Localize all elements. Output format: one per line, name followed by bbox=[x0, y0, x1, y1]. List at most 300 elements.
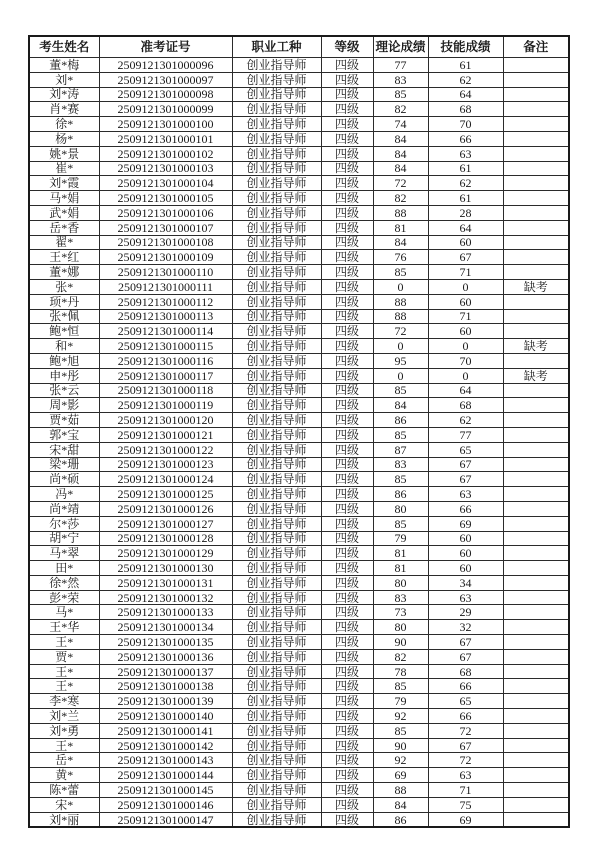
table-cell: 创业指导师 bbox=[232, 294, 321, 309]
table-cell bbox=[503, 413, 569, 428]
table-cell bbox=[503, 635, 569, 650]
table-cell: 79 bbox=[373, 531, 428, 546]
table-cell: 创业指导师 bbox=[232, 58, 321, 73]
table-cell: 85 bbox=[373, 679, 428, 694]
table-row bbox=[29, 324, 569, 339]
table-row bbox=[29, 561, 569, 576]
table-cell: 2509121301000121 bbox=[99, 427, 232, 442]
table-cell: 创业指导师 bbox=[232, 161, 321, 176]
table-cell: 四级 bbox=[321, 265, 373, 280]
table-cell: 四级 bbox=[321, 176, 373, 191]
table-cell: 四级 bbox=[321, 546, 373, 561]
table-cell: 71 bbox=[428, 783, 503, 798]
table-cell: 84 bbox=[373, 235, 428, 250]
table-cell bbox=[503, 487, 569, 502]
table-cell: 董*梅 bbox=[29, 58, 99, 73]
table-row bbox=[29, 398, 569, 413]
table-cell: 四级 bbox=[321, 709, 373, 724]
table-cell: 2509121301000136 bbox=[99, 649, 232, 664]
table-row bbox=[29, 176, 569, 191]
table-cell: 2509121301000108 bbox=[99, 235, 232, 250]
table-cell: 2509121301000104 bbox=[99, 176, 232, 191]
table-cell: 2509121301000112 bbox=[99, 294, 232, 309]
table-cell: 四级 bbox=[321, 561, 373, 576]
table-row bbox=[29, 501, 569, 516]
table-cell: 68 bbox=[428, 398, 503, 413]
table-cell: 创业指导师 bbox=[232, 72, 321, 87]
table-cell bbox=[503, 768, 569, 783]
table-cell: 四级 bbox=[321, 309, 373, 324]
table-cell bbox=[503, 783, 569, 798]
table-cell bbox=[503, 161, 569, 176]
table-cell: 68 bbox=[428, 102, 503, 117]
table-cell: 60 bbox=[428, 531, 503, 546]
table-cell: 创业指导师 bbox=[232, 250, 321, 265]
table-row bbox=[29, 250, 569, 265]
table-cell: 69 bbox=[428, 812, 503, 827]
table-row bbox=[29, 339, 569, 354]
table-cell: 四级 bbox=[321, 368, 373, 383]
table-cell: 缺考 bbox=[503, 339, 569, 354]
table-row bbox=[29, 191, 569, 206]
table-cell: 2509121301000141 bbox=[99, 723, 232, 738]
table-cell: 88 bbox=[373, 294, 428, 309]
table-cell: 四级 bbox=[321, 294, 373, 309]
table-cell: 张* bbox=[29, 279, 99, 294]
table-cell: 84 bbox=[373, 398, 428, 413]
table-cell: 创业指导师 bbox=[232, 309, 321, 324]
table-cell: 创业指导师 bbox=[232, 575, 321, 590]
table-cell: 创业指导师 bbox=[232, 605, 321, 620]
table-cell bbox=[503, 531, 569, 546]
table-cell: 冯* bbox=[29, 487, 99, 502]
table-cell: 创业指导师 bbox=[232, 220, 321, 235]
table-cell: 杨* bbox=[29, 131, 99, 146]
table-cell: 63 bbox=[428, 590, 503, 605]
table-cell: 0 bbox=[428, 368, 503, 383]
table-cell bbox=[503, 679, 569, 694]
table-cell bbox=[503, 694, 569, 709]
table-cell: 2509121301000098 bbox=[99, 87, 232, 102]
table-row bbox=[29, 279, 569, 294]
table-cell: 2509121301000128 bbox=[99, 531, 232, 546]
table-cell: 四级 bbox=[321, 487, 373, 502]
table-cell: 66 bbox=[428, 679, 503, 694]
table-cell: 68 bbox=[428, 664, 503, 679]
table-cell: 马* bbox=[29, 605, 99, 620]
table-cell bbox=[503, 472, 569, 487]
table-row bbox=[29, 117, 569, 132]
table-cell: 64 bbox=[428, 220, 503, 235]
table-cell: 肖*赛 bbox=[29, 102, 99, 117]
table-cell: 贾* bbox=[29, 649, 99, 664]
table-cell: 四级 bbox=[321, 413, 373, 428]
table-cell: 创业指导师 bbox=[232, 723, 321, 738]
table-cell: 尔*莎 bbox=[29, 516, 99, 531]
table-cell bbox=[503, 753, 569, 768]
table-cell: 2509121301000143 bbox=[99, 753, 232, 768]
table-cell bbox=[503, 58, 569, 73]
table-cell bbox=[503, 398, 569, 413]
table-cell: 四级 bbox=[321, 58, 373, 73]
table-row bbox=[29, 442, 569, 457]
table-cell: 69 bbox=[428, 516, 503, 531]
table-cell: 四级 bbox=[321, 635, 373, 650]
table-cell: 四级 bbox=[321, 694, 373, 709]
table-cell: 83 bbox=[373, 72, 428, 87]
table-cell: 2509121301000096 bbox=[99, 58, 232, 73]
table-cell: 84 bbox=[373, 146, 428, 161]
table-row bbox=[29, 783, 569, 798]
table-cell: 78 bbox=[373, 664, 428, 679]
table-cell: 86 bbox=[373, 812, 428, 827]
table-row bbox=[29, 58, 569, 73]
table-row bbox=[29, 457, 569, 472]
table-cell: 刘*丽 bbox=[29, 812, 99, 827]
table-cell: 82 bbox=[373, 191, 428, 206]
table-cell: 四级 bbox=[321, 161, 373, 176]
table-cell: 85 bbox=[373, 472, 428, 487]
table-cell: 和* bbox=[29, 339, 99, 354]
table-row bbox=[29, 205, 569, 220]
table-cell: 71 bbox=[428, 309, 503, 324]
table-row bbox=[29, 516, 569, 531]
table-cell: 刘* bbox=[29, 72, 99, 87]
table-cell: 64 bbox=[428, 87, 503, 102]
table-cell: 岳*香 bbox=[29, 220, 99, 235]
table-cell: 69 bbox=[373, 768, 428, 783]
table-cell: 84 bbox=[373, 161, 428, 176]
table-cell: 四级 bbox=[321, 383, 373, 398]
table-cell: 创业指导师 bbox=[232, 457, 321, 472]
table-row bbox=[29, 709, 569, 724]
table-cell: 66 bbox=[428, 131, 503, 146]
table-row bbox=[29, 487, 569, 502]
table-row bbox=[29, 146, 569, 161]
table-cell: 70 bbox=[428, 353, 503, 368]
table-row bbox=[29, 265, 569, 280]
column-header-admission-ticket-number: 准考证号 bbox=[99, 36, 232, 58]
header-row bbox=[29, 36, 569, 58]
table-cell: 72 bbox=[373, 176, 428, 191]
table-cell: 创业指导师 bbox=[232, 694, 321, 709]
table-row bbox=[29, 605, 569, 620]
table-cell: 四级 bbox=[321, 501, 373, 516]
table-cell: 90 bbox=[373, 738, 428, 753]
table-cell: 四级 bbox=[321, 620, 373, 635]
table-cell: 2509121301000147 bbox=[99, 812, 232, 827]
table-cell: 80 bbox=[373, 575, 428, 590]
table-cell: 四级 bbox=[321, 783, 373, 798]
table-cell: 四级 bbox=[321, 679, 373, 694]
table-cell bbox=[503, 620, 569, 635]
table-cell: 90 bbox=[373, 635, 428, 650]
table-cell: 创业指导师 bbox=[232, 339, 321, 354]
table-cell: 四级 bbox=[321, 235, 373, 250]
table-cell: 82 bbox=[373, 102, 428, 117]
table-cell: 81 bbox=[373, 220, 428, 235]
table-cell: 82 bbox=[373, 649, 428, 664]
table-cell: 2509121301000135 bbox=[99, 635, 232, 650]
table-cell: 67 bbox=[428, 649, 503, 664]
table-cell: 尚*硕 bbox=[29, 472, 99, 487]
table-cell: 四级 bbox=[321, 649, 373, 664]
table-cell bbox=[503, 131, 569, 146]
table-cell: 85 bbox=[373, 383, 428, 398]
table-cell: 62 bbox=[428, 72, 503, 87]
table-cell: 61 bbox=[428, 58, 503, 73]
table-cell: 63 bbox=[428, 487, 503, 502]
table-cell: 60 bbox=[428, 324, 503, 339]
table-cell: 四级 bbox=[321, 398, 373, 413]
table-cell bbox=[503, 738, 569, 753]
table-cell: 陈*蕾 bbox=[29, 783, 99, 798]
table-cell: 2509121301000125 bbox=[99, 487, 232, 502]
table-cell: 四级 bbox=[321, 590, 373, 605]
table-cell: 缺考 bbox=[503, 368, 569, 383]
table-cell: 四级 bbox=[321, 664, 373, 679]
table-cell: 2509121301000132 bbox=[99, 590, 232, 605]
table-cell: 四级 bbox=[321, 146, 373, 161]
table-cell: 贾*茹 bbox=[29, 413, 99, 428]
table-cell: 81 bbox=[373, 561, 428, 576]
table-cell bbox=[503, 501, 569, 516]
table-cell: 四级 bbox=[321, 575, 373, 590]
table-cell: 创业指导师 bbox=[232, 635, 321, 650]
table-cell: 75 bbox=[428, 797, 503, 812]
table-cell: 崔* bbox=[29, 161, 99, 176]
table-cell: 创业指导师 bbox=[232, 487, 321, 502]
table-cell: 2509121301000116 bbox=[99, 353, 232, 368]
table-cell: 创业指导师 bbox=[232, 191, 321, 206]
table-cell: 田* bbox=[29, 561, 99, 576]
table-cell: 73 bbox=[373, 605, 428, 620]
table-cell: 四级 bbox=[321, 812, 373, 827]
table-header bbox=[29, 36, 569, 58]
table-cell: 创业指导师 bbox=[232, 413, 321, 428]
table-row bbox=[29, 620, 569, 635]
table-cell: 88 bbox=[373, 783, 428, 798]
table-cell: 四级 bbox=[321, 516, 373, 531]
table-cell: 85 bbox=[373, 87, 428, 102]
table-cell bbox=[503, 72, 569, 87]
table-cell: 80 bbox=[373, 501, 428, 516]
table-cell bbox=[503, 709, 569, 724]
table-cell: 四级 bbox=[321, 531, 373, 546]
table-cell: 95 bbox=[373, 353, 428, 368]
table-cell: 67 bbox=[428, 472, 503, 487]
table-cell: 2509121301000105 bbox=[99, 191, 232, 206]
table-row bbox=[29, 546, 569, 561]
column-header-skill-score: 技能成绩 bbox=[428, 36, 503, 58]
table-row bbox=[29, 161, 569, 176]
table-cell: 2509121301000119 bbox=[99, 398, 232, 413]
table-cell: 王* bbox=[29, 679, 99, 694]
table-cell: 创业指导师 bbox=[232, 102, 321, 117]
table-cell: 四级 bbox=[321, 353, 373, 368]
table-cell: 0 bbox=[373, 368, 428, 383]
table-row bbox=[29, 694, 569, 709]
table-cell: 四级 bbox=[321, 427, 373, 442]
table-cell: 董*娜 bbox=[29, 265, 99, 280]
table-cell: 刘*霞 bbox=[29, 176, 99, 191]
table-cell: 2509121301000146 bbox=[99, 797, 232, 812]
table-cell: 四级 bbox=[321, 797, 373, 812]
table-cell: 缺考 bbox=[503, 279, 569, 294]
table-cell: 创业指导师 bbox=[232, 87, 321, 102]
table-cell: 宋* bbox=[29, 797, 99, 812]
table-cell: 63 bbox=[428, 146, 503, 161]
table-cell: 四级 bbox=[321, 250, 373, 265]
table-cell: 2509121301000106 bbox=[99, 205, 232, 220]
table-cell: 2509121301000142 bbox=[99, 738, 232, 753]
table-cell: 67 bbox=[428, 635, 503, 650]
table-cell bbox=[503, 250, 569, 265]
table-cell: 84 bbox=[373, 131, 428, 146]
table-cell: 创业指导师 bbox=[232, 235, 321, 250]
table-cell: 62 bbox=[428, 176, 503, 191]
table-cell: 四级 bbox=[321, 442, 373, 457]
table-cell: 顼*丹 bbox=[29, 294, 99, 309]
table-cell: 62 bbox=[428, 413, 503, 428]
table-cell: 创业指导师 bbox=[232, 368, 321, 383]
table-cell bbox=[503, 812, 569, 827]
table-cell: 67 bbox=[428, 457, 503, 472]
table-cell: 四级 bbox=[321, 768, 373, 783]
table-cell: 60 bbox=[428, 561, 503, 576]
table-cell bbox=[503, 176, 569, 191]
table-cell: 92 bbox=[373, 753, 428, 768]
table-cell: 2509121301000120 bbox=[99, 413, 232, 428]
table-row bbox=[29, 590, 569, 605]
table-cell: 2509121301000127 bbox=[99, 516, 232, 531]
table-cell: 2509121301000102 bbox=[99, 146, 232, 161]
table-cell: 2509121301000139 bbox=[99, 694, 232, 709]
table-row bbox=[29, 635, 569, 650]
table-cell bbox=[503, 235, 569, 250]
table-cell: 2509121301000109 bbox=[99, 250, 232, 265]
table-cell: 2509121301000129 bbox=[99, 546, 232, 561]
table-cell bbox=[503, 457, 569, 472]
table-row bbox=[29, 768, 569, 783]
table-cell: 尚*靖 bbox=[29, 501, 99, 516]
table-cell: 2509121301000144 bbox=[99, 768, 232, 783]
table-cell: 63 bbox=[428, 768, 503, 783]
table-cell: 申*彤 bbox=[29, 368, 99, 383]
table-cell: 66 bbox=[428, 709, 503, 724]
table-cell: 65 bbox=[428, 694, 503, 709]
table-cell: 84 bbox=[373, 797, 428, 812]
table-cell bbox=[503, 265, 569, 280]
table-cell: 2509121301000110 bbox=[99, 265, 232, 280]
table-cell: 刘*勇 bbox=[29, 723, 99, 738]
table-cell bbox=[503, 324, 569, 339]
table-cell: 四级 bbox=[321, 131, 373, 146]
table-cell: 创业指导师 bbox=[232, 176, 321, 191]
table-cell: 创业指导师 bbox=[232, 265, 321, 280]
table-cell bbox=[503, 353, 569, 368]
table-row bbox=[29, 664, 569, 679]
table-cell: 武*娟 bbox=[29, 205, 99, 220]
table-cell: 创业指导师 bbox=[232, 501, 321, 516]
table-cell: 徐* bbox=[29, 117, 99, 132]
column-header-theory-score: 理论成绩 bbox=[373, 36, 428, 58]
table-cell bbox=[503, 664, 569, 679]
table-cell: 创业指导师 bbox=[232, 649, 321, 664]
table-row bbox=[29, 679, 569, 694]
table-cell bbox=[503, 516, 569, 531]
table-cell: 马*翠 bbox=[29, 546, 99, 561]
table-cell bbox=[503, 205, 569, 220]
table-cell bbox=[503, 87, 569, 102]
table-row bbox=[29, 472, 569, 487]
table-cell: 60 bbox=[428, 294, 503, 309]
table-row bbox=[29, 797, 569, 812]
table-cell bbox=[503, 546, 569, 561]
table-cell: 2509121301000118 bbox=[99, 383, 232, 398]
table-cell: 创业指导师 bbox=[232, 442, 321, 457]
table-cell: 72 bbox=[373, 324, 428, 339]
table-cell: 2509121301000140 bbox=[99, 709, 232, 724]
table-cell: 85 bbox=[373, 723, 428, 738]
table-cell: 77 bbox=[428, 427, 503, 442]
table-cell: 张*佩 bbox=[29, 309, 99, 324]
table-cell: 黄* bbox=[29, 768, 99, 783]
table-cell: 梁*珊 bbox=[29, 457, 99, 472]
table-cell: 61 bbox=[428, 191, 503, 206]
table-cell: 郭*宝 bbox=[29, 427, 99, 442]
table-row bbox=[29, 723, 569, 738]
table-cell: 四级 bbox=[321, 102, 373, 117]
table-cell: 2509121301000099 bbox=[99, 102, 232, 117]
table-cell: 张*云 bbox=[29, 383, 99, 398]
table-cell: 四级 bbox=[321, 191, 373, 206]
table-row bbox=[29, 575, 569, 590]
table-cell: 四级 bbox=[321, 205, 373, 220]
table-cell bbox=[503, 309, 569, 324]
table-cell: 74 bbox=[373, 117, 428, 132]
table-cell: 83 bbox=[373, 457, 428, 472]
table-cell: 92 bbox=[373, 709, 428, 724]
table-row bbox=[29, 102, 569, 117]
table-cell: 2509121301000115 bbox=[99, 339, 232, 354]
table-cell: 83 bbox=[373, 590, 428, 605]
table-cell: 刘*兰 bbox=[29, 709, 99, 724]
table-row bbox=[29, 309, 569, 324]
table-cell: 2509121301000122 bbox=[99, 442, 232, 457]
table-cell: 70 bbox=[428, 117, 503, 132]
table-cell: 创业指导师 bbox=[232, 279, 321, 294]
table-cell: 80 bbox=[373, 620, 428, 635]
table-cell bbox=[503, 220, 569, 235]
table-cell: 四级 bbox=[321, 605, 373, 620]
table-cell: 2509121301000124 bbox=[99, 472, 232, 487]
table-cell: 2509121301000138 bbox=[99, 679, 232, 694]
table-cell: 2509121301000133 bbox=[99, 605, 232, 620]
table-cell: 2509121301000111 bbox=[99, 279, 232, 294]
table-cell: 2509121301000103 bbox=[99, 161, 232, 176]
table-cell: 岳* bbox=[29, 753, 99, 768]
table-cell: 四级 bbox=[321, 457, 373, 472]
table-cell: 2509121301000097 bbox=[99, 72, 232, 87]
table-cell: 创业指导师 bbox=[232, 398, 321, 413]
table-cell: 创业指导师 bbox=[232, 561, 321, 576]
table-cell: 创业指导师 bbox=[232, 679, 321, 694]
table-row bbox=[29, 353, 569, 368]
table-cell bbox=[503, 117, 569, 132]
table-cell: 创业指导师 bbox=[232, 427, 321, 442]
table-cell: 87 bbox=[373, 442, 428, 457]
